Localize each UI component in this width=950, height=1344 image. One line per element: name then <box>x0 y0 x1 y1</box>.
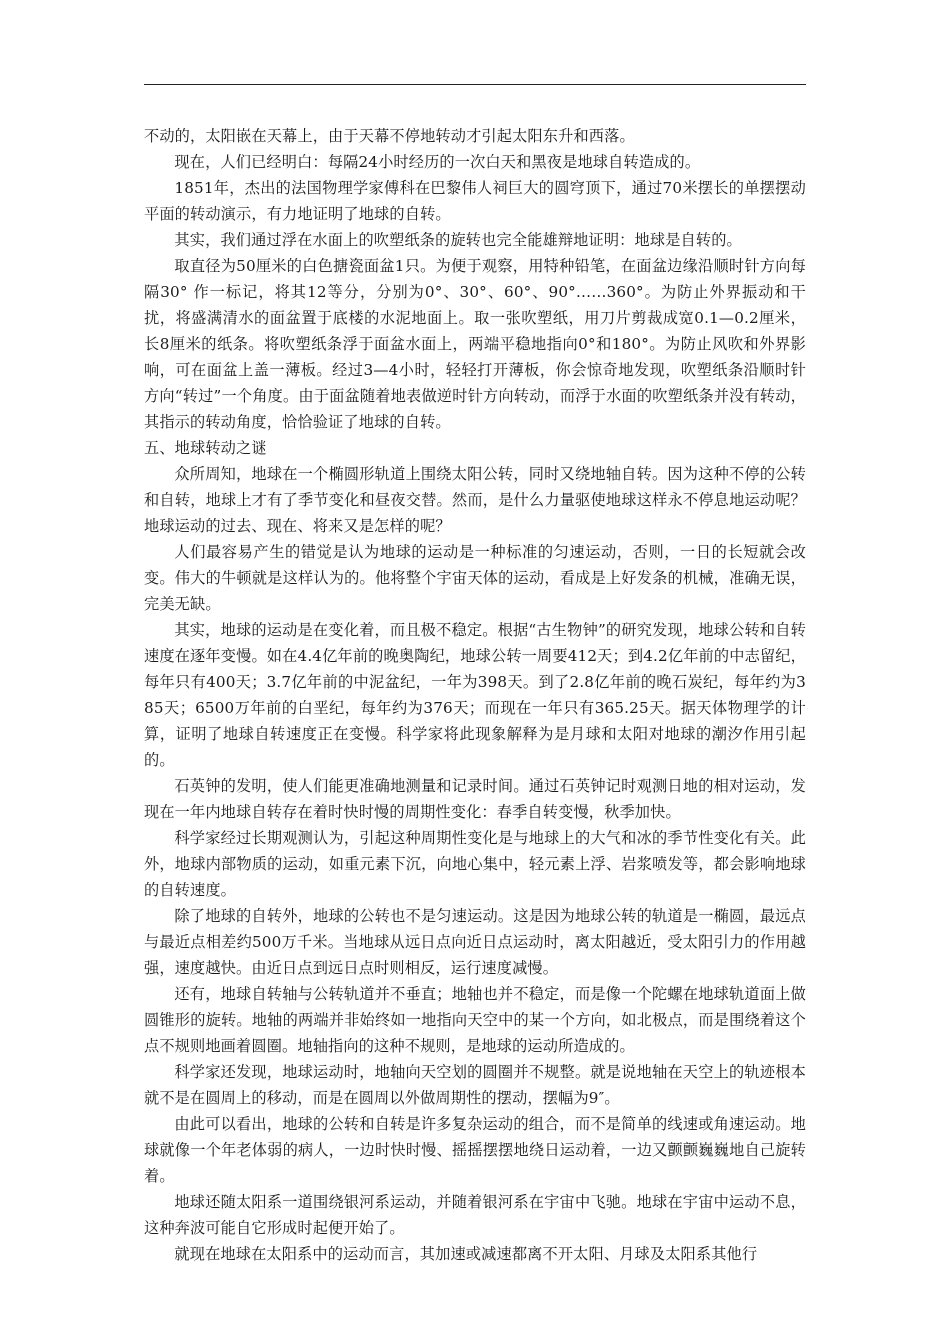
paragraph: 众所周知，地球在一个椭圆形轨道上围绕太阳公转，同时又绕地轴自转。因为这种不停的公转和自转，地球上才有了季节变化和昼夜交替。然而，是什么力量驱使地球这样永不停息地运动呢？地球运动的过去、现在、将来又是怎样的呢？ <box>144 465 806 535</box>
paragraph: 现在，人们已经明白：每隔24小时经历的一次白天和黑夜是地球自转造成的。 <box>174 153 701 171</box>
paragraph: 还有，地球自转轴与公转轨道并不垂直；地轴也并不稳定，而是像一个陀螺在地球轨道面上做圆锥形的旋转。地轴的两端并非始终如一地指向天空中的某一个方向，如北极点，而是围绕着这个点不规则地画着圆圈。地轴指向的这种不规则，是地球的运动所造成的。 <box>144 985 806 1055</box>
paragraph: 1851年，杰出的法国物理学家傅科在巴黎伟人祠巨大的圆穹顶下，通过70米摆长的单摆摆动平面的转动演示，有力地证明了地球的自转。 <box>144 179 806 223</box>
paragraph: 就现在地球在太阳系中的运动而言，其加速或减速都离不开太阳、月球及太阳系其他行 <box>174 1245 758 1263</box>
paragraph: 人们最容易产生的错觉是认为地球的运动是一种标准的匀速运动，否则，一日的长短就会改变。伟大的牛顿就是这样认为的。他将整个宇宙天体的运动，看成是上好发条的机械，准确无误，完美无缺。 <box>144 543 806 613</box>
paragraph: 科学家还发现，地球运动时，地轴向天空划的圆圈并不规整。就是说地轴在天空上的轨迹根本就不是在圆周上的移动，而是在圆周以外做周期性的摆动，摆幅为9″。 <box>144 1063 806 1107</box>
paragraph: 其实，地球的运动是在变化着，而且极不稳定。根据“古生物钟”的研究发现，地球公转和自转速度在逐年变慢。如在4.4亿年前的晚奥陶纪，地球公转一周要412天；到4.2亿年前的中志留纪，每年只有400天；3.7亿年前的中泥盆纪，一年为398天。到了2.8亿年前的晚石炭纪，每年约为385天；6500万年前的白垩纪，每年约为376天；而现在一年只有365.25天。据天体物理学的计算，证明了地球自转速度正在变慢。科学家将此现象解释为是月球和太阳对地球的潮汐作用引起的。 <box>144 621 806 769</box>
paragraph: 不动的，太阳嵌在天幕上，由于天幕不停地转动才引起太阳东升和西落。 <box>144 127 635 145</box>
document-body <box>144 123 806 1267</box>
paragraph: 由此可以看出，地球的公转和自转是许多复杂运动的组合，而不是简单的线速或角速运动。地球就像一个年老体弱的病人，一边时快时慢、摇摇摆摆地绕日运动着，一边又颤颤巍巍地自己旋转着。 <box>144 1115 806 1185</box>
header-rule <box>144 84 806 85</box>
section-heading: 五、地球转动之谜 <box>144 439 267 457</box>
paragraph: 除了地球的自转外，地球的公转也不是匀速运动。这是因为地球公转的轨道是一椭圆，最远点与最近点相差约500万千米。当地球从远日点向近日点运动时，离太阳越近，受太阳引力的作用越强，速度越快。由近日点到远日点时则相反，运行速度减慢。 <box>144 907 806 977</box>
paragraph: 其实，我们通过浮在水面上的吹塑纸条的旋转也完全能雄辩地证明：地球是自转的。 <box>174 231 742 249</box>
paragraph: 地球还随太阳系一道围绕银河系运动，并随着银河系在宇宙中飞驰。地球在宇宙中运动不息，这种奔波可能自它形成时起便开始了。 <box>144 1193 806 1237</box>
paragraph: 取直径为50厘米的白色搪瓷面盆1只。为便于观察，用特种铅笔，在面盆边缘沿顺时针方向每隔30° 作一标记，将其12等分，分别为0°、30°、60°、90°……360°。为防止外界振动和干扰，将盛满清水的面盆置于底楼的水泥地面上。取一张吹塑纸，用刀片剪裁成宽0.1—0.2厘米，长8厘米的纸条。将吹塑纸条浮于面盆水面上，两端平稳地指向0°和180°。为防止风吹和外界影响，可在面盆上盖一薄板。经过3—4小时，轻轻打开薄板，你会惊奇地发现，吹塑纸条沿顺时针方向“转过”一个角度。由于面盆随着地表做逆时针方向转动，而浮于水面的吹塑纸条并没有转动，其指示的转动角度，恰恰验证了地球的自转。 <box>144 257 806 431</box>
paragraph: 科学家经过长期观测认为，引起这种周期性变化是与地球上的大气和冰的季节性变化有关。此外，地球内部物质的运动，如重元素下沉，向地心集中，轻元素上浮、岩浆喷发等，都会影响地球的自转速度。 <box>144 829 806 899</box>
paragraph: 石英钟的发明，使人们能更准确地测量和记录时间。通过石英钟记时观测日地的相对运动，发现在一年内地球自转存在着时快时慢的周期性变化：春季自转变慢，秋季加快。 <box>144 777 806 821</box>
